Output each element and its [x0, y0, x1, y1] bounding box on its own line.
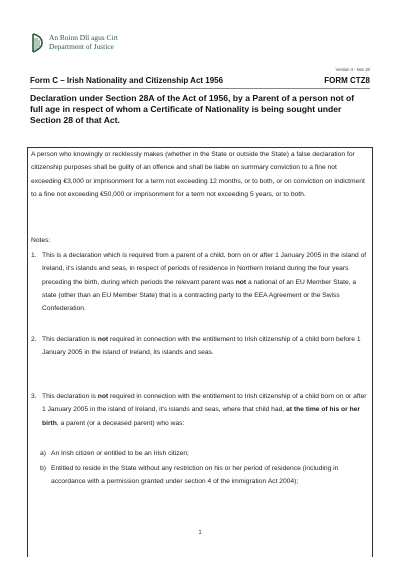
dept-line-irish: An Roinn Dlí agus Cirt — [49, 33, 118, 42]
note-text: , a parent (or a deceased parent) who was: — [56, 419, 185, 427]
dept-line-english: Department of Justice — [49, 42, 114, 51]
note-text: This declaration is — [42, 393, 98, 400]
note-number: 3. — [31, 393, 37, 400]
sub-item-letter: a) — [40, 450, 46, 457]
note-text: This declaration is — [42, 336, 98, 343]
note-3 — [31, 390, 369, 430]
form-code: FORM CTZ8 — [324, 76, 370, 85]
note-emphasis: not — [235, 278, 247, 286]
warning-paragraph: A person who knowingly or recklessly makes (whether in the State or outside the State) a false declaration for citizenship purposes shall be guilty of an offence and shall be liable on summary conviction to a fine not exceeding €3,000 or imprisonment for a term not exceeding 12 months, or to both, or on conviction on indictment to a fine not exceeding €50,000 or imprisonment for a term not exceeding 5 years, or to both. — [31, 151, 365, 198]
form-title-bar — [30, 76, 370, 85]
sub-item-text: Entitled to reside in the State without any restriction on his or her period of residence (including in accordance with a permission granted under section 4 of the immigration Act 2004); — [51, 465, 339, 486]
note-emphasis: at the time of his or her birth — [42, 406, 360, 427]
note-2 — [31, 333, 369, 360]
note-text: This is a declaration which is required from a parent of a child, born on or after 1 January 2005 in the island of Ireland, it's islands and seas, in respect of periods of residence in Northern Ireland during the four years preceding the birth, during which periods the relevant parent was — [42, 252, 367, 286]
page-number: 1 — [198, 530, 202, 536]
note-emphasis: not — [97, 393, 109, 400]
harp-icon — [30, 33, 44, 53]
note-number: 2. — [31, 336, 37, 343]
sub-item-a — [40, 447, 365, 460]
note-text: required in connection with the entitlement to Irish citizenship of a child born before 1 January 2005 in the island of Ireland, its islands and seas. — [42, 336, 361, 357]
note-text: required in connection with the entitlement to Irish citizenship of a child born on or after 1 January 2005 in the island of Ireland, it's islands and seas, where that child had, — [42, 393, 367, 414]
title-divider — [30, 88, 370, 89]
sub-item-b — [40, 462, 365, 489]
sub-item-letter: b) — [40, 465, 46, 472]
note-1 — [31, 249, 369, 315]
declaration-heading: Declaration under Section 28A of the Act of 1956, by a Parent of a person not of full age in respect of whom a Certificate of Nationality is being sought under Section 28 of that Act. — [30, 93, 355, 125]
department-name — [49, 33, 118, 51]
form-title: Form C – Irish Nationality and Citizenship Act 1956 — [30, 76, 224, 85]
note-text: a national of an EU Member State, a state (other than an EU Member State) that is a contracting party to the EEA Agreement or the Swiss Confederation. — [42, 278, 357, 313]
notes-label: Notes: — [31, 237, 51, 244]
version-label: Version 4 - Nov 20 — [335, 67, 370, 72]
note-emphasis: not — [97, 336, 109, 343]
note-number: 1. — [31, 252, 37, 259]
department-logo — [30, 33, 118, 53]
sub-item-text: An Irish citizen or entitled to be an Irish citizen; — [51, 450, 189, 457]
